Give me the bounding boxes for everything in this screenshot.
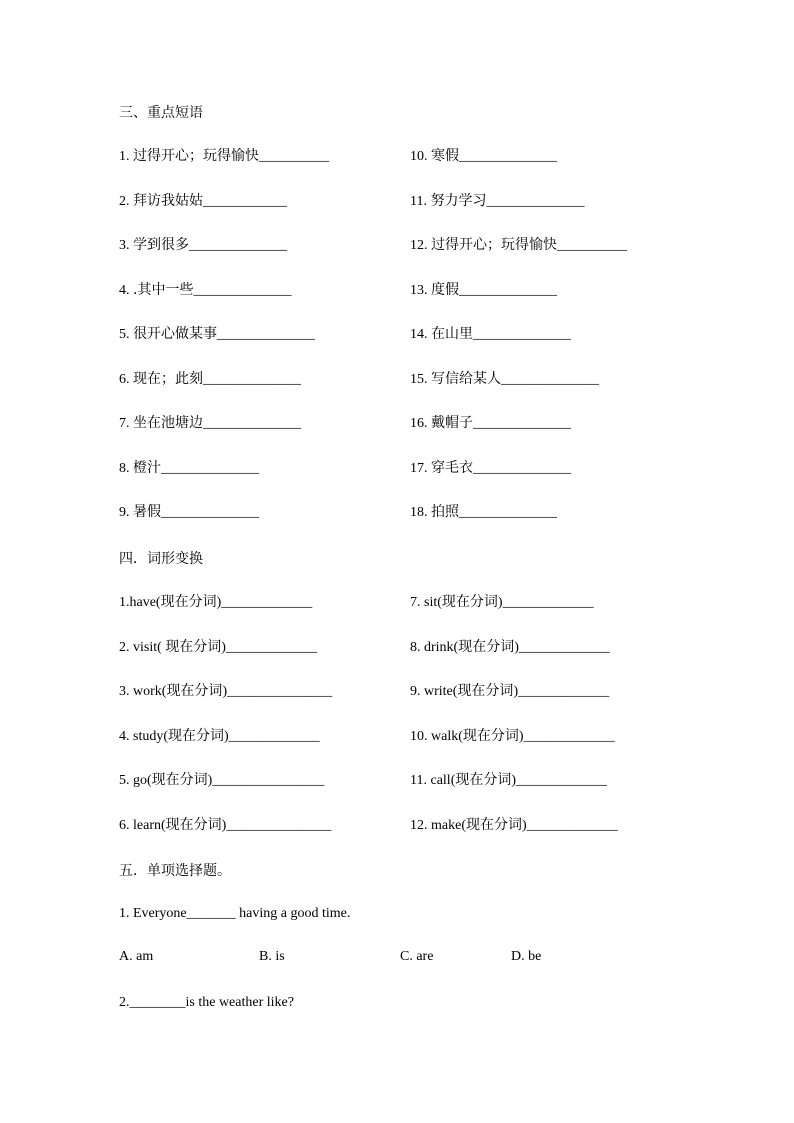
answer-blank[interactable]: _____________ (228, 729, 320, 744)
word-form-item-left (119, 815, 331, 836)
phrase-number: 9. (119, 505, 130, 520)
close-paren: ) (497, 595, 503, 610)
phrase-item-left (119, 369, 301, 390)
phrase-row (0, 413, 794, 437)
phrase-row (0, 280, 794, 304)
form-hint: 现在分词 (465, 817, 522, 833)
base-word: 1.have( (119, 595, 161, 610)
base-word: 11. call( (410, 773, 456, 788)
phrase-number: 7. (119, 416, 130, 431)
answer-blank[interactable]: __________ (557, 238, 627, 253)
phrase-item-left (119, 502, 259, 523)
phrase-item-right (410, 191, 584, 212)
answer-blank[interactable]: _____________ (516, 773, 608, 788)
phrase-item-left (119, 458, 259, 479)
answer-blank[interactable]: ______________ (161, 461, 259, 476)
answer-blank[interactable]: _____________ (523, 729, 615, 744)
phrase-chinese: 努力学习 (430, 193, 487, 209)
answer-blank[interactable]: ______________ (459, 505, 557, 520)
base-word: 8. drink( (410, 640, 459, 655)
answer-blank[interactable]: ______________ (203, 416, 301, 431)
q1-option-a[interactable]: A. am (119, 949, 154, 964)
word-form-item-right (410, 815, 618, 836)
base-word: 6. learn( (119, 818, 166, 833)
answer-blank[interactable]: ______________ (473, 416, 571, 431)
phrase-chinese: 过得开心；玩得愉快 (133, 148, 259, 164)
word-form-item-left (119, 681, 332, 702)
phrase-chinese: 戴帽子 (431, 415, 473, 431)
close-paren: ) (221, 818, 227, 833)
form-hint: 现在分词 (457, 683, 514, 699)
phrase-row (0, 502, 794, 526)
answer-blank[interactable]: ______________ (459, 149, 557, 164)
answer-blank[interactable]: ________________ (212, 773, 325, 788)
phrase-item-right (410, 413, 571, 434)
answer-blank[interactable]: ______________ (161, 505, 259, 520)
close-paren: ) (221, 640, 226, 655)
phrase-chinese: 暑假 (133, 504, 161, 520)
phrase-number: 4. (119, 283, 130, 298)
word-form-item-right (410, 726, 615, 747)
phrase-chinese: 寒假 (431, 148, 459, 164)
close-paren: ) (224, 729, 229, 744)
form-hint: 现在分词 (151, 772, 208, 788)
phrase-item-right (410, 235, 627, 256)
answer-blank[interactable]: _____________ (518, 640, 610, 655)
form-hint: 现在分词 (160, 594, 217, 610)
question-2-text: 2.________is the weather like? (119, 995, 294, 1010)
phrase-item-right (410, 502, 557, 523)
answer-blank[interactable]: _____________ (526, 818, 618, 833)
phrase-number: 1. (119, 149, 130, 164)
phrase-number: 3. (119, 238, 130, 253)
close-paren: ) (207, 773, 213, 788)
phrase-number: 13. (410, 283, 428, 298)
phrase-chinese: 现在；此刻 (133, 371, 203, 387)
phrase-item-left (119, 146, 329, 167)
phrase-chinese: 度假 (431, 282, 459, 298)
form-hint: 现在分词 (458, 639, 515, 655)
answer-blank[interactable]: _______________ (227, 684, 333, 699)
close-paren: ) (222, 684, 228, 699)
phrase-item-right (410, 369, 599, 390)
phrase-row (0, 191, 794, 215)
phrase-chinese: 橙汁 (133, 460, 161, 476)
base-word: 2. visit( (119, 640, 166, 655)
phrase-chinese: 拍照 (431, 504, 459, 520)
phrase-item-right (410, 280, 557, 301)
form-hint: 现在分词 (462, 728, 519, 744)
answer-blank[interactable]: ______________ (193, 283, 292, 298)
phrase-item-right (410, 146, 557, 167)
answer-blank[interactable]: _______________ (226, 818, 332, 833)
phrase-number: 12. (410, 238, 428, 253)
answer-blank[interactable]: ______________ (217, 327, 315, 342)
answer-blank[interactable]: ______________ (473, 461, 571, 476)
word-form-item-right (410, 592, 594, 613)
base-word: 3. work( (119, 684, 167, 699)
close-paren: ) (216, 595, 222, 610)
phrase-number: 17. (410, 461, 428, 476)
phrase-item-left (119, 324, 315, 345)
form-hint: 现在分词 (455, 772, 512, 788)
close-paren: ) (511, 773, 517, 788)
phrase-row (0, 235, 794, 259)
form-hint: 现在分词 (441, 594, 498, 610)
base-word: 12. make( (410, 818, 466, 833)
answer-blank[interactable]: ______________ (203, 372, 301, 387)
q1-option-d[interactable]: D. be (511, 949, 542, 964)
phrase-number: 6. (119, 372, 130, 387)
phrase-item-right (410, 324, 571, 345)
word-form-item-left (119, 770, 324, 791)
answer-blank[interactable]: ______________ (501, 372, 599, 387)
form-hint: 现在分词 (166, 683, 223, 699)
phrase-chinese: 拜访我姑姑 (133, 193, 203, 209)
phrase-item-left (119, 191, 287, 212)
answer-blank[interactable]: _____________ (502, 595, 594, 610)
close-paren: ) (513, 684, 519, 699)
section-title-word-forms: 四．词形变换 (119, 551, 203, 567)
answer-blank[interactable]: _____________ (225, 640, 317, 655)
word-form-item-right (410, 681, 609, 702)
phrase-chinese: 很开心做某事 (133, 326, 217, 342)
base-word: 4. study( (119, 729, 168, 744)
answer-blank[interactable]: _____________ (518, 684, 610, 699)
phrase-chinese: 写信给某人 (431, 371, 501, 387)
word-form-row (0, 726, 794, 750)
phrase-number: 5. (119, 327, 130, 342)
answer-blank[interactable]: ______________ (459, 283, 557, 298)
word-form-row (0, 592, 794, 616)
phrase-chinese: 坐在池塘边 (133, 415, 203, 431)
close-paren: ) (518, 729, 524, 744)
question-1-text: 1. Everyone_______ having a good time. (119, 906, 351, 921)
phrase-number: 14. (410, 327, 428, 342)
form-hint: 现在分词 (168, 728, 224, 744)
phrase-number: 11. (410, 194, 427, 209)
q1-option-c[interactable]: C. are (400, 949, 434, 964)
word-form-row (0, 770, 794, 794)
answer-blank[interactable]: ______________ (473, 327, 571, 342)
phrase-item-left (119, 413, 301, 434)
phrase-number: 15. (410, 372, 428, 387)
section-title-multiple-choice: 五．单项选择题。 (119, 863, 231, 879)
base-word: 7. sit( (410, 595, 442, 610)
phrase-row (0, 324, 794, 348)
phrase-number: 2. (119, 194, 130, 209)
word-form-item-left (119, 637, 317, 658)
base-word: 5. go( (119, 773, 152, 788)
word-form-item-right (410, 770, 607, 791)
word-form-item-left (119, 592, 312, 613)
phrase-number: 8. (119, 461, 130, 476)
word-form-item-right (410, 637, 610, 658)
form-hint: 现在分词 (165, 639, 222, 655)
phrase-number: 16. (410, 416, 428, 431)
phrase-chinese: 在山里 (431, 326, 473, 342)
phrase-row (0, 458, 794, 482)
answer-blank[interactable]: ____________ (203, 194, 287, 209)
close-paren: ) (521, 818, 527, 833)
phrase-item-right (410, 458, 571, 479)
base-word: 10. walk( (410, 729, 463, 744)
phrase-chinese: 穿毛衣 (431, 460, 473, 476)
form-hint: 现在分词 (165, 817, 222, 833)
phrase-chinese: .其中一些 (133, 282, 194, 298)
answer-blank[interactable]: __________ (259, 149, 329, 164)
answer-blank[interactable]: _____________ (221, 595, 313, 610)
word-form-item-left (119, 726, 320, 747)
phrase-item-left (119, 235, 287, 256)
word-form-row (0, 815, 794, 839)
close-paren: ) (514, 640, 519, 655)
answer-blank[interactable]: ______________ (486, 194, 585, 209)
base-word: 9. write( (410, 684, 458, 699)
phrase-item-left (119, 280, 291, 301)
phrase-row (0, 146, 794, 170)
word-form-row (0, 681, 794, 705)
phrase-chinese: 过得开心；玩得愉快 (431, 237, 557, 253)
phrase-number: 18. (410, 505, 428, 520)
word-form-row (0, 637, 794, 661)
q1-option-b[interactable]: B. is (259, 949, 285, 964)
phrase-row (0, 369, 794, 393)
answer-blank[interactable]: ______________ (189, 238, 287, 253)
section-title-phrases: 三、重点短语 (119, 105, 203, 121)
phrase-number: 10. (410, 149, 428, 164)
phrase-chinese: 学到很多 (133, 237, 189, 253)
